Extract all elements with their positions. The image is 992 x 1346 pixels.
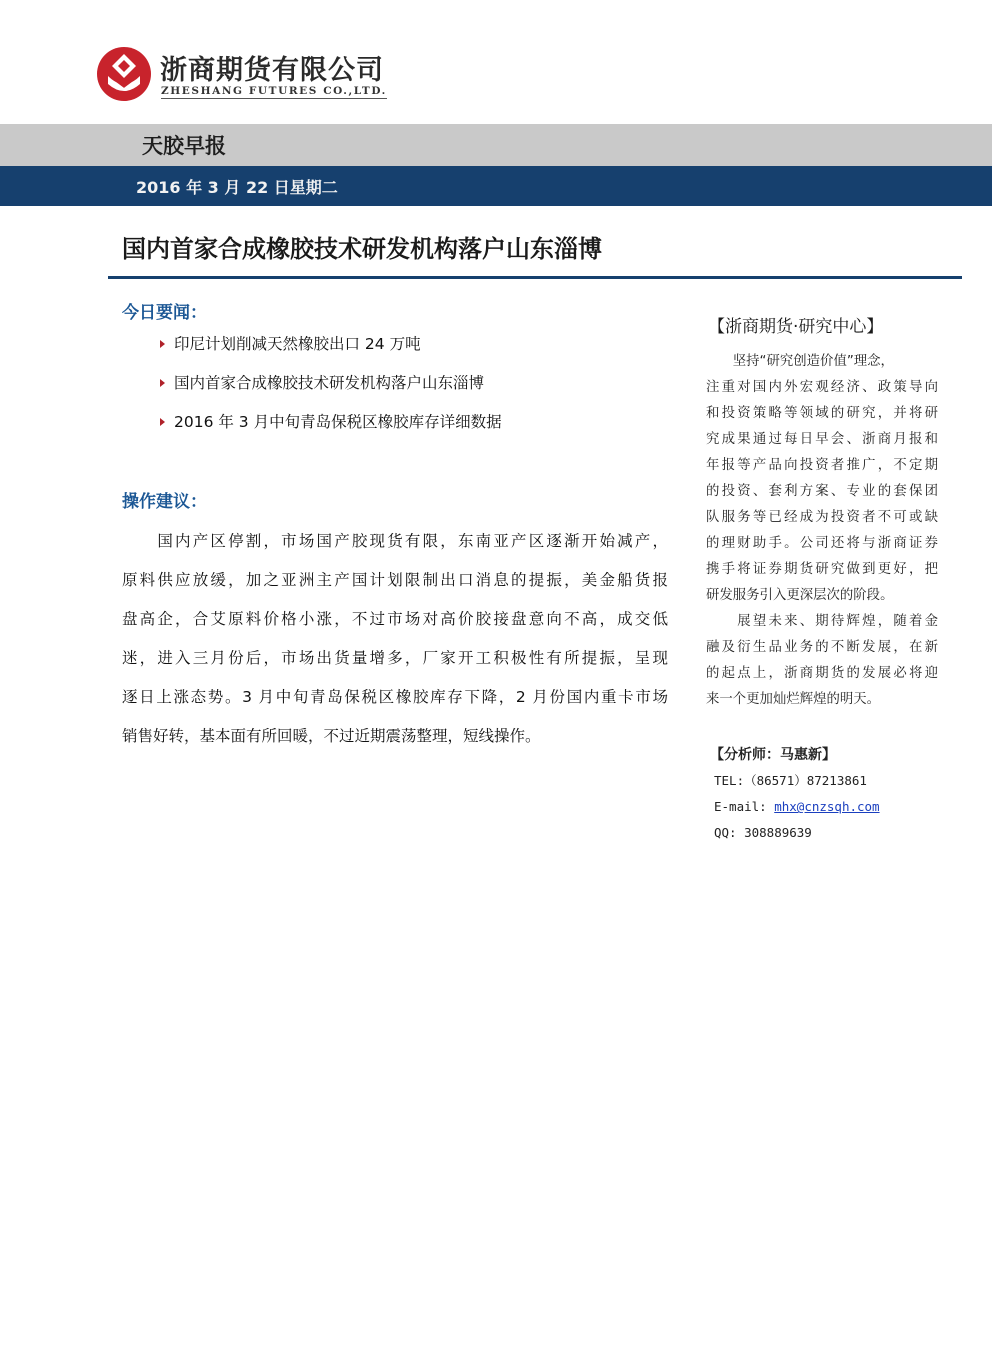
email-label: E-mail: <box>714 799 767 814</box>
advice-line: 销售好转，基本面有所回暖，不过近期震荡整理，短线操作。 <box>122 727 541 745</box>
advice-line: 盘高企，合艾原料价格小涨，不过市场对高价胶接盘意向不高，成交低 <box>122 610 668 628</box>
news-list <box>160 330 502 447</box>
analyst-title: 【分析师：马惠新】 <box>710 747 836 763</box>
analyst-tel: TEL:（86571）87213861 <box>714 773 867 788</box>
research-center-sidebar <box>706 312 938 713</box>
sidebar-title: 【浙商期货·研究中心】 <box>708 317 884 337</box>
sidebar-line: 研发服务引入更深层次的阶段。 <box>706 588 894 603</box>
company-name-cn: 浙商期货有限公司 <box>160 55 384 86</box>
sidebar-line: 究成果通过每日早会、浙商月报和 <box>706 432 938 447</box>
zheshang-logo-icon <box>96 46 152 102</box>
news-item-text: 2016 年 3 月中旬青岛保税区橡胶库存详细数据 <box>174 413 502 431</box>
report-date: 2016 年 3 月 22 日星期二 <box>136 178 338 197</box>
news-item-text: 印尼计划削减天然橡胶出口 24 万吨 <box>174 335 421 353</box>
sidebar-body <box>706 349 938 713</box>
list-item <box>160 408 502 447</box>
headline-divider <box>108 276 962 279</box>
triangle-bullet-icon <box>160 379 165 387</box>
sidebar-line: 队服务等已经成为投资者不可或缺 <box>706 510 938 525</box>
headline: 国内首家合成橡胶技术研发机构落户山东淄博 <box>122 235 602 263</box>
news-heading: 今日要闻： <box>122 303 207 323</box>
sidebar-line: 展望未来、期待辉煌，随着金 <box>706 614 938 629</box>
company-name-en: ZHESHANG FUTURES CO.,LTD. <box>161 85 387 97</box>
sidebar-line: 的理财助手。公司还将与浙商证券 <box>706 536 938 551</box>
sidebar-line: 的起点上，浙商期货的发展必将迎 <box>706 666 938 681</box>
triangle-bullet-icon <box>160 418 165 426</box>
company-logo <box>96 44 386 104</box>
sidebar-line: 坚持“研究创造价值”理念， <box>706 354 894 369</box>
advice-heading: 操作建议： <box>122 492 207 512</box>
list-item <box>160 330 502 369</box>
sidebar-line: 和投资策略等领域的研究，并将研 <box>706 406 938 421</box>
date-band <box>0 166 992 206</box>
sidebar-line: 携手将证券期货研究做到更好，把 <box>706 562 938 577</box>
triangle-bullet-icon <box>160 340 165 348</box>
sidebar-line: 注重对国内外宏观经济、政策导向 <box>706 380 938 395</box>
advice-paragraph <box>122 522 668 756</box>
sidebar-line: 融及衍生品业务的不断发展，在新 <box>706 640 938 655</box>
sidebar-line: 年报等产品向投资者推广，不定期 <box>706 458 938 473</box>
advice-line: 国内产区停割，市场国产胶现货有限，东南亚产区逐渐开始减产， <box>122 532 668 550</box>
news-item-text: 国内首家合成橡胶技术研发机构落户山东淄博 <box>174 374 485 392</box>
report-title-band <box>0 124 992 166</box>
sidebar-line: 来一个更加灿烂辉煌的明天。 <box>706 692 881 707</box>
sidebar-line: 的投资、套利方案、专业的套保团 <box>706 484 938 499</box>
analyst-email-row <box>710 794 880 820</box>
analyst-qq: QQ: 308889639 <box>714 825 812 840</box>
advice-line: 迷，进入三月份后，市场出货量增多，厂家开工积极性有所提振，呈现 <box>122 649 668 667</box>
advice-line: 逐日上涨态势。3 月中旬青岛保税区橡胶库存下降，2 月份国内重卡市场 <box>122 688 668 706</box>
report-title: 天胶早报 <box>142 134 226 158</box>
list-item <box>160 369 502 408</box>
analyst-contact <box>710 742 880 846</box>
email-link[interactable]: mhx@cnzsqh.com <box>774 799 880 814</box>
advice-line: 原料供应放缓，加之亚洲主产国计划限制出口消息的提振，美金船货报 <box>122 571 668 589</box>
